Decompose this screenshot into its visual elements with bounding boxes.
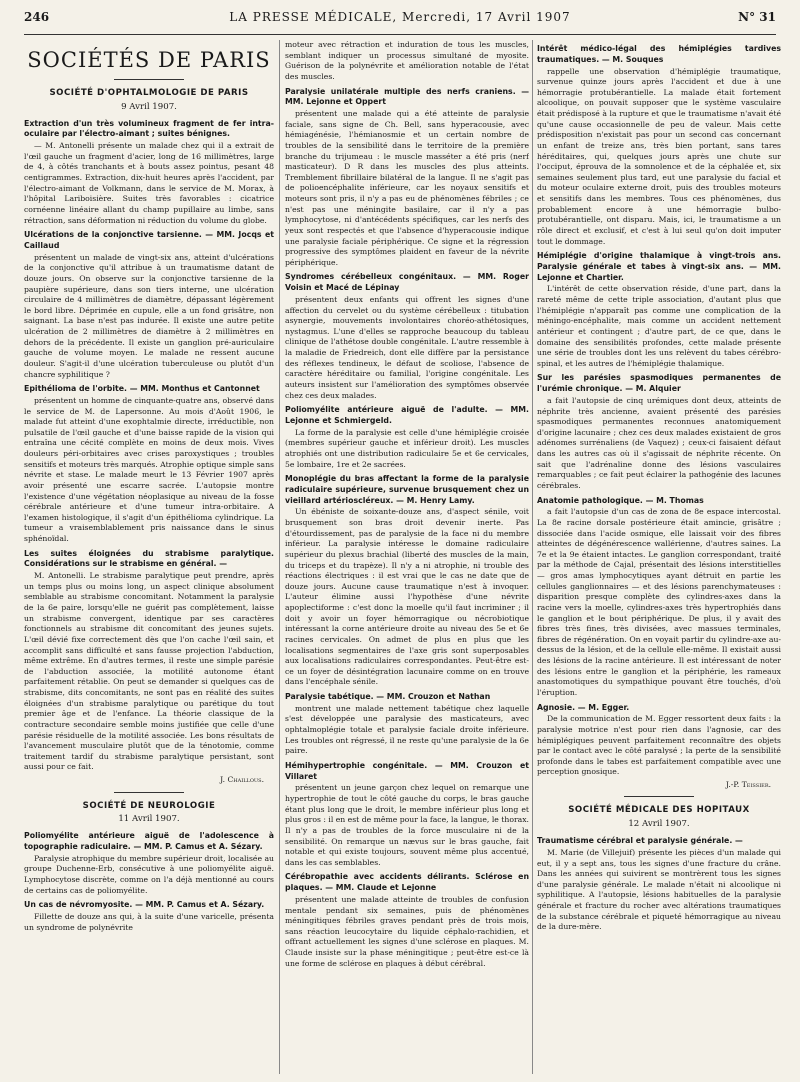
section-title: SOCIÉTÉS DE PARIS [27,48,271,72]
item-text: — M. Antonelli présente un malade chez qui il a extrait de l'œil gauche un fragment d'acier, long de 16 millimètres, large de 4, à côtés tranchants et à bouts assez pointus, pesant 48 centigrammes. Extraction, dix-huit heures après l'accident, par l'électro-aimant de Volkmann, dans le service de M. Morax, à l'hôpital Lariboisière. Suites très favorables : cicatrice cornéenne linéaire allant du champ pupillaire au limbe, sans rétraction, sans déformation ni réduction du volume du globe. [24,141,274,225]
column-1 [24,40,274,1074]
item-title: Hémiplégie d'origine thalamique à vingt-trois ans. Paralysie générale et tabes à vingt-six ans. — MM. Lejonne et Chartier. [537,251,781,282]
item-title: Les suites éloignées du strabisme paralytique. Considérations sur le strabisme en général. — [24,548,274,569]
separator-rule [624,796,694,797]
item-text: Paralysie atrophique du membre supérieur droit, localisée au groupe Duchenne-Erb, consécutive à une poliomyélite aiguë. Lymphocytose discrète, comme on l'a déjà mentionné au cours de certains cas de poliomyélite. [24,853,274,895]
page-number: 246 [24,10,50,24]
session-date: 11 Avril 1907. [118,814,180,825]
item-title: Cérébropathie avec accidents délirants. Sclérose en plaques. — MM. Claude et Lejonne [285,872,529,893]
item-text: Un ébéniste de soixante-douze ans, d'aspect sénile, voit brusquement son bras droit devenir inerte. Pas d'étourdissement, pas de paralysie de la face ni du membre inférieur. La paralysie intéresse le domaine radiculaire supérieur du plexus brachial (liberté des muscles de la main, du triceps et du trapèze). Il n'y a ni atrophie, ni trouble des réactions électriques : il est vrai que le cas ne date que de douze jours. Aucune cause traumatique n'est à invoquer. L'auteur élimine aussi l'hypothèse d'une névrite apoplectiforme : c'est donc la moelle qu'il faut incriminer ; il doit y avoir un foyer hémorragique ou nécrobiotique intéressant la corne antérieure droite au niveau des 5e et 6e racines cervicales. On admet de plus en plus que les localisations segmentaires de l'axe gris sont superposables aux localisations radiculaires correspondantes. Peut-être est-ce un foyer de désintégration lacunaire comme on en trouve dans l'encéphale sénile. [285,507,529,687]
column-2 [285,40,529,1074]
item-title: Agnosie. — M. Egger. [537,702,630,712]
column-divider [279,40,280,1074]
item-title: Extraction d'un très volumineux fragment de fer intra-oculaire par l'électro-aimant ; suites bénignes. [24,118,274,139]
society-name: SOCIÉTÉ MÉDICALE DES HOPITAUX [568,805,750,816]
item-text: rappelle une observation d'hémiplégie traumatique, survenue quinze jours après l'accident et due à une hémorragie protubérantielle. La malade était fortement alcoolique, on pouvait supposer que le système vasculaire était prédisposé à la rupture et que le traumatisme n'avait été qu'une cause occasionnelle de peu de valeur. Mais cette prédisposition n'existait pas pour un second cas concernant un enfant de treize ans, très bien portant, sans tares héréditaires, qui, quelques jours après une chute sur l'occiput, éprouva de la somnolence et de la céphalée et, six semaines seulement plus tard, eut une paralysie du facial et du moteur oculaire externe droit, puis des troubles moteurs et sensitifs dans les membres. Tous ces phénomènes, dus probablement encore à une hémorragie bulbo-protubérantielle, ont disparu. Mais, ici, le traumatisme a un rôle direct et exclusif, et c'est à lui seul qu'on doit imputer tout le dommage. [537,66,781,246]
item-title: Paralysie unilatérale multiple des nerfs craniens. — MM. Lejonne et Oppert [285,86,529,107]
society-name: SOCIÉTÉ DE NEUROLOGIE [82,800,216,811]
item-text: M. Marie (de Villejuif) présente les pièces d'un malade qui eut, il y a sept ans, tous les signes d'une fracture du crâne. Dans les années qui suivirent se montrèrent tous les signes d'une paralysie générale. Le malade n'était ni alcoolique ni syphilitique. A l'autopsie, lésions habituelles de la paralysie générale et fracture du rocher avec altérations traumatiques de la substance cérébrale et piqueté hémorragique au niveau de la dure-mère. [537,847,781,932]
item-text: De la communication de M. Egger ressortent deux faits : la paralysie motrice n'est pour rien dans l'agnosie, car des hémiplégiques peuvent parfaitement reconnaître des objets par le contact avec le côté paralysé ; la perte de la sensibilité profonde dans le tabes est parfaitement compatible avec une perception gnosique. [537,714,781,777]
item-title: Anatomie pathologique. — M. Thomas [537,495,704,505]
item-text: L'intérêt de cette observation réside, d'une part, dans la rareté même de cette triple association, d'autant plus que l'hémiplégie n'apparaît pas comme une complication de la méningo-encéphalite, mais comme un accident nettement antérieur et contingent ; d'autre part, de ce que, dans le domaine des sensibilités profondes, cette malade présente une série de troubles dont les uns relèvent du tabes cérébro-spinal, et les autres de l'hémiplégie thalamique. [537,284,781,368]
page-header [24,10,776,28]
item-text: présentent un malade de vingt-six ans, atteint d'ulcérations de la conjonctive qu'il attribue à un traumatisme datant de douze jours. On observe sur la conjonctive tarsienne de la paupière supérieure, dans son tiers interne, une ulcération circulaire de 4 millimètres de diamètre, dépassant légèrement le bord libre. Déprimée en cupule, elle a un fond grisâtre, non saignant. La base n'est pas indurée. Il existe une autre petite ulcération de 2 millimètres de diamètre à 2 millimètres en dehors de la précédente. Il existe un ganglion pré-auriculaire gauche de volume moyen. Le malade ne ressent aucune douleur. S'agit-il d'une ulcération tuberculeuse ou plutôt d'un chancre syphilitique ? [24,252,274,379]
item-text: présentent deux enfants qui offrent les signes d'une affection du cervelet ou du système cérébelleux : titubation asynergie, mouvements involontaires choréo-athétosiques, nystagmus. L'une d'elles se rapproche beaucoup du tableau clinique de l'athétose double congénitale. L'autre ressemble à la maladie de Friedreich, dont elle diffère par la persistance des réflexes tendineux, le défaut de scoliose, l'absence de caractère héréditaire ou familial, l'origine congénitale. Les auteurs insistent sur l'amélioration des symptômes observée chez ces deux malades. [285,294,529,400]
item-title: Poliomyélite antérieure aiguë de l'adolescence à topographie radiculaire. — MM. P. Camus et A. Sézary. [24,831,274,851]
item-title: Sur les parésies spasmodiques permanentes de l'urémie chronique. — M. Alquier [537,373,781,394]
item-title: Epithélioma de l'orbite. — MM. Monthus et Cantonnet [24,384,260,394]
header-rule [24,34,776,35]
item-title: Traumatisme cérébral et paralysie générale. — [537,836,743,846]
item-text: a fait l'autopsie de cinq urémiques dont deux, atteints de néphrite très ancienne, avaient présenté des parésies spasmodiques permanentes reconnues anatomiquement d'origine lacunaire ; chez ces deux malades existaient de gros adénomes surrénaliens (de Vaquez) ; ceux-ci faisaient défaut dans les autres cas où il s'agissait de néphrite récente. On sait que l'adrénaline donne des lésions vasculaires remarquables ; ce fait peut éclairer la pathogénie des lacunes cérébrales. [537,395,781,490]
item-text: M. Antonelli. Le strabisme paralytique peut prendre, après un temps plus ou moins long, un aspect clinique absolument semblable au strabisme concomitant. Notamment la paralysie de la 6e paire, lorsqu'elle ne guérit pas complètement, laisse un strabisme convergent, identique par ses caractères fonctionnels au strabisme dit concomitant des jeunes sujets. L'œil dévié fixe correctement dès que l'on cache l'œil sain, et accomplit sans difficulté et sans fausse projection l'abduction, même extrême. En d'autres termes, il reste une simple parésie de l'abduction associée, la motilité autonome étant parfaitement rétablie. On peut se demander si quelques cas de strabisme, dits concomitants, ne sont pas en réalité des suites éloignées d'un strabisme paralytique ou parétique du tout premier âge et de l'enfance. La théorie classique de la contracture secondaire semble moins justifiée que celle d'une parésie résiduelle de la motilité associée. Les bons résultats de l'avancement musculaire plutôt que de la ténotomie, comme traitement tardif du strabisme paralytique persistant, sont aussi pour ce fait. [24,571,274,772]
society-name: SOCIÉTÉ D'OPHTALMOLOGIE DE PARIS [49,87,249,98]
issue-number: N° 31 [738,10,776,24]
signature: J. Chaillous. [220,775,264,785]
title-rule [114,79,184,80]
item-title: Paralysie tabétique. — MM. Crouzon et Nathan [285,692,491,701]
item-text: a fait l'autopsie d'un cas de zona de 8e espace intercostal. La 8e racine dorsale postérieure était amincie, grisâtre ; dissociée dans l'acide osmique, elle laissait voir des fibres atteintes de dégénérescence wallérienne, d'autres saines. La 7e et la 9e étaient intactes. Le ganglion correspondant, traité par la méthode de Cajal, présentait des lésions interstitielles — gros amas lymphocytiques ayant détruit en partie les cellules ganglionnaires — et des lésions parenchymateuses : disparition presque complète des cylindres-axes dans la racine vers la moelle, cylindres-axes très hypertrophiés dans le ganglion et le bout périphérique. De plus, il y avait des fibres très fines, très divisées, avec massues terminales, fibres de régénération. On en voyait partir du cylindre-axe au-dessus de la lésion, et de la cellule elle-même. Il existait aussi des lésions de la racine antérieure. Il est intéressant de noter des lésions entre le ganglion et la périphérie, les rameaux anastomotiques du sympathique pouvant être touchés, d'où l'éruption. [537,507,781,697]
item-title: Un cas de névromyosite. — MM. P. Camus et A. Sézary. [24,900,265,910]
item-text: présentent une malade qui a été atteinte de paralysie faciale, sans signe de Ch. Bell, sans hyperacousie, avec hémiagénésie, l'hémianosmie et un certain nombre de troubles de la sensibilité dans le territoire de la première branche du trijumeau : le muscle masséter a été pris (nerf masticateur). D R dans les muscles des plus atteints. Tremblement fibrillaire bilatéral de la langue. Il ne s'agit pas de polioencéphalite inférieure, car les noyaux sensitifs et moteurs sont pris, il n'y a pas eu de phénomènes fébriles ; ce n'est pas une méningite basilaire, car il n'y a pas lymphocytose, ni d'antécédents spécifiques, car les nerfs des yeux sont respectés et que l'absence d'hyperacousie indique une paralysie faciale périphérique. Ce signe et la régression progressive des symptômes plaident en faveur de la névrite périphérique. [285,109,529,267]
item-title: Syndromes cérébelleux congénitaux. — MM. Roger Voisin et Macé de Lépinay [285,272,529,293]
item-text: présentent un jeune garçon chez lequel on remarque une hypertrophie de tout le côté gauche du corps, le bras gauche étant plus long que le droit, le membre inférieur plus long et plus gros : il en est de même pour la face, la langue, le thorax. Il n'y a pas de troubles de la force musculaire ni de la sensibilité. On remarque un nævus sur le bras gauche, fait notable et qui existe toujours, souvent même plus accentué, dans les cas semblables. [285,783,529,867]
item-text: Fillette de douze ans qui, à la suite d'une varicelle, présenta un syndrome de polynévrite [24,912,274,932]
item-text: La forme de la paralysie est celle d'une hémiplégie croisée (membres supérieur gauche et inférieur droit). Les muscles atrophiés ont une distribution radiculaire 5e et 6e cervicales, 5e lombaire, 1re et 2e sacrées. [285,427,529,469]
item-title: Poliomyélite antérieure aiguë de l'adulte. — MM. Lejonne et Schmiergeld. [285,405,529,425]
column-3 [537,40,781,1074]
session-date: 9 Avril 1907. [121,101,177,112]
signature: J.-P. Teissier. [725,780,771,789]
item-title: Monoplégie du bras affectant la forme de la paralysie radiculaire supérieure, survenue brusquement chez un vieillard artérioscléreux. — M. Henry Lamy. [285,474,529,505]
journal-title: LA PRESSE MÉDICALE, Mercredi, 17 Avril 1907 [229,10,571,24]
separator-rule [114,792,184,793]
item-title: Hémihypertrophie congénitale. — MM. Crouzon et Villaret [285,760,529,781]
item-text: présentent une malade atteinte de troubles de confusion mentale pendant six semaines, puis de phénomènes méningitiques fébriles graves pendant près de trois mois, sans réaction leucocytaire du liquide céphalo-rachidien, et offrant actuellement les signes d'une sclérose en plaques. M. Claude insiste sur la phase méningitique ; peut-être est-ce là une forme de sclérose en plaques à début cérébral. [285,894,529,968]
item-text: montrent une malade nettement tabétique chez laquelle s'est développée une paralysie des masticateurs, avec ophtalmoplégie totale et paralysie faciale droite inférieure. Les troubles ont régressé, il ne reste qu'une paralysie de la 6e paire. [285,703,529,756]
session-date: 12 Avril 1907. [628,819,690,830]
item-text: présentent un homme de cinquante-quatre ans, observé dans le service de M. de Lapersonne. Au mois d'Août 1906, le malade fut atteint d'une exophtalmie directe, irréductible, non pulsatile de l'œil gauche et d'une baisse rapide de la vision qui entraîna une cécité complète en moins de deux mois. Vives douleurs péri-orbitaires avec crises paroxystiques ; troubles sensitifs et moteurs très marqués. Atrophie optique simple sans névrite et stase. Le malade meurt le 13 Février 1907 après avoir présenté une escarre sacrée. L'autopsie montre l'existence d'une végétation néoplasique au niveau de la fosse cérébrale antérieure et d'une tumeur intra-orbitaire. A l'examen histologique, il s'agit d'un épithélioma cylindrique. La tumeur a vraisemblablement pris naissance dans le sinus sphénoïdal. [24,395,274,544]
item-text: moteur avec rétraction et induration de tous les muscles, semblant indiquer un processus simultané de myosite. Guérison de la polynévrite et amélioration notable de l'état des muscles. [285,40,529,81]
item-title: Intérêt médico-légal des hémiplégies tardives traumatiques. — M. Souques [537,44,781,64]
column-divider [532,40,533,1074]
item-title: Ulcérations de la conjonctive tarsienne. — MM. Jocqs et Caillaud [24,230,274,250]
